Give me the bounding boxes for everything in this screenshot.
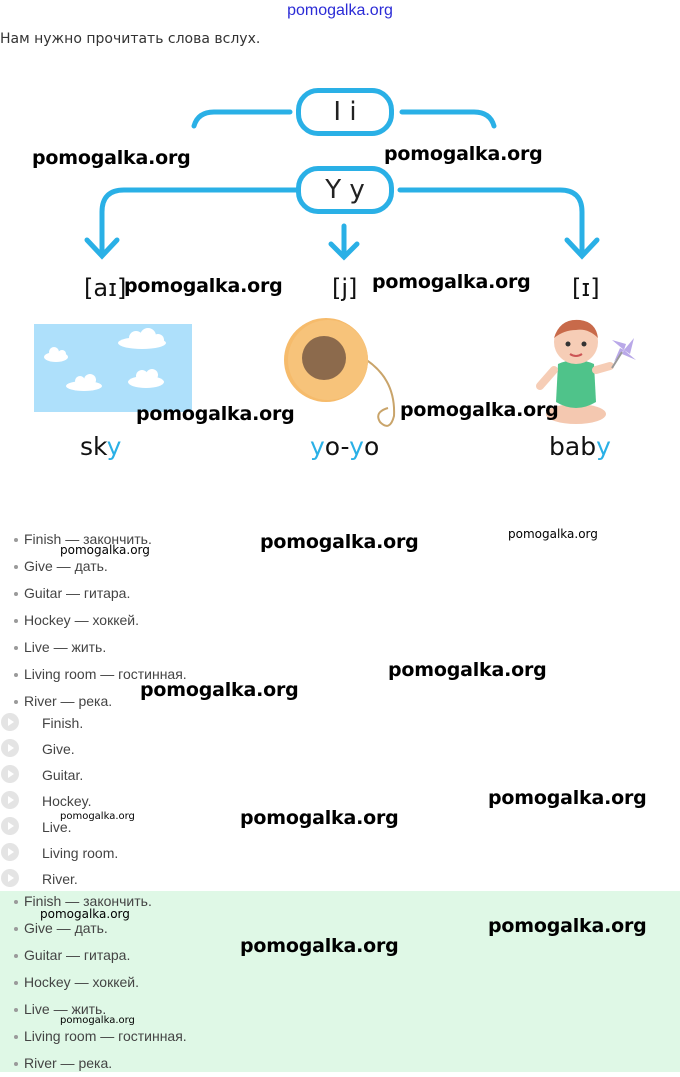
sky-image <box>34 324 192 412</box>
play-icon[interactable] <box>1 765 19 783</box>
watermark: pomogalka.org <box>60 1015 135 1026</box>
watermark: pomogalka.org <box>488 787 647 809</box>
watermark: pomogalka.org <box>60 543 150 557</box>
watermark: pomogalka.org <box>240 935 399 957</box>
list-item: Hockey — хоккей. <box>12 969 187 996</box>
word-baby: baby <box>549 432 611 461</box>
sound-i: [ɪ] <box>572 274 600 302</box>
watermark: pomogalka.org <box>488 915 647 937</box>
audio-row: Living room. <box>0 840 118 866</box>
watermark: pomogalka.org <box>372 271 531 293</box>
audio-row: River. <box>0 866 118 892</box>
site-link[interactable]: pomogalka.org <box>287 2 393 19</box>
word-sky: sky <box>80 432 122 461</box>
play-icon[interactable] <box>1 791 19 809</box>
list-item: Finish — закончить. <box>12 888 187 915</box>
list-item: River — река. <box>12 688 187 715</box>
play-icon[interactable] <box>1 817 19 835</box>
list-item: Guitar — гитара. <box>12 580 187 607</box>
play-icon[interactable] <box>1 739 19 757</box>
watermark: pomogalka.org <box>388 659 547 681</box>
watermark: pomogalka.org <box>240 807 399 829</box>
watermark: pomogalka.org <box>140 679 299 701</box>
letter-i-box: I i <box>296 88 394 136</box>
list-item: Live — жить. <box>12 634 187 661</box>
list-item: Live — жить. <box>12 996 187 1023</box>
list-item: Give — дать. <box>12 553 187 580</box>
watermark: pomogalka.org <box>60 811 135 822</box>
watermark: pomogalka.org <box>384 143 543 165</box>
watermark: pomogalka.org <box>136 403 295 425</box>
audio-row: Finish. <box>0 710 118 736</box>
audio-list <box>0 710 118 892</box>
intro-text: Нам нужно прочитать слова вслух. <box>0 31 261 47</box>
play-icon[interactable] <box>1 843 19 861</box>
audio-row: Give. <box>0 736 118 762</box>
watermark: pomogalka.org <box>260 531 419 553</box>
watermark: pomogalka.org <box>124 275 283 297</box>
audio-row: Guitar. <box>0 762 118 788</box>
list-item: Guitar — гитара. <box>12 942 187 969</box>
list-item: Hockey — хоккей. <box>12 607 187 634</box>
audio-row: Hockey. <box>0 788 118 814</box>
play-icon[interactable] <box>1 713 19 731</box>
play-icon[interactable] <box>1 869 19 887</box>
list-item: Finish — закончить. <box>12 526 187 553</box>
sound-ai: [aɪ] <box>84 274 127 302</box>
sound-j: [j] <box>332 274 358 302</box>
list-item: Living room — гостинная. <box>12 1023 187 1050</box>
watermark: pomogalka.org <box>40 907 130 921</box>
watermark: pomogalka.org <box>32 147 191 169</box>
word-yoyo: yo-yo <box>310 432 380 461</box>
list-item: Living room — гостинная. <box>12 661 187 688</box>
list-item: River — река. <box>12 1050 187 1077</box>
yoyo-image <box>284 316 404 432</box>
audio-row: Live. <box>0 814 118 840</box>
watermark: pomogalka.org <box>400 399 559 421</box>
letter-diagram <box>0 80 680 480</box>
watermark: pomogalka.org <box>508 527 598 541</box>
letter-y-box: Y y <box>296 166 394 214</box>
list-item: Give — дать. <box>12 915 187 942</box>
